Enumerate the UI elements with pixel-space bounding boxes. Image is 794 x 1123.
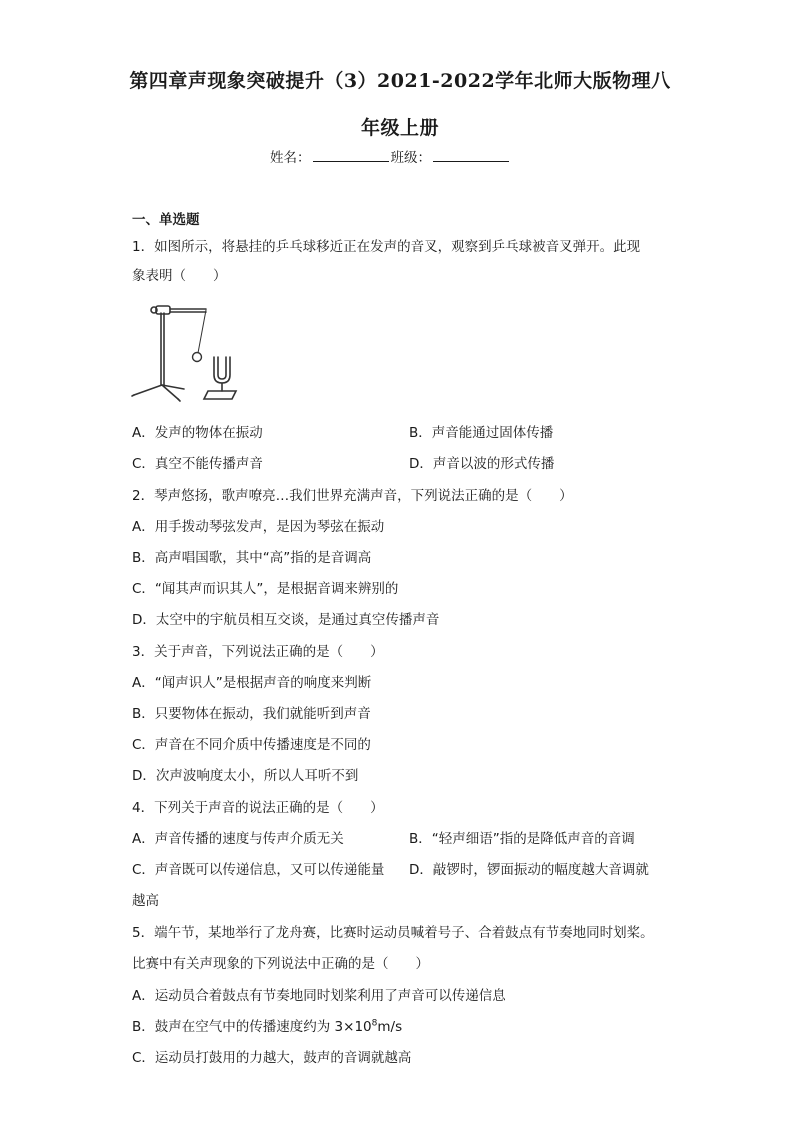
- q2-option-b[interactable]: B．高声唱国歌，其中“高”指的是音调高: [132, 550, 372, 566]
- q1-option-c[interactable]: C．真空不能传播声音: [132, 456, 263, 472]
- q4-option-c[interactable]: C．声音既可以传递信息，又可以传递能量: [132, 862, 385, 878]
- section-heading: 一、单选题: [132, 212, 200, 228]
- q5-option-a[interactable]: A．运动员合着鼓点有节奏地同时划桨利用了声音可以传递信息: [132, 988, 506, 1004]
- q3-option-b[interactable]: B．只要物体在振动，我们就能听到声音: [132, 706, 371, 722]
- q1-stem-line1: 1．如图所示，将悬挂的乒乓球移近正在发声的音叉，观察到乒乓球被音叉弹开。此现: [132, 239, 641, 255]
- q4-option-d-continued: 越高: [132, 893, 159, 909]
- class-blank[interactable]: [433, 147, 509, 162]
- q3-stem: 3．关于声音，下列说法正确的是（ ）: [132, 644, 384, 660]
- q1-option-a[interactable]: A．发声的物体在振动: [132, 425, 263, 441]
- q5-option-b-text: B．鼓声在空气中的传播速度约为 3×10: [132, 1019, 372, 1035]
- q2-option-c[interactable]: C．“闻其声而识其人”，是根据音调来辨别的: [132, 581, 399, 597]
- q1-stem-line2: 象表明（ ）: [132, 268, 227, 284]
- q5-option-b-unit: m/s: [377, 1019, 403, 1035]
- class-label: 班级：: [390, 150, 431, 166]
- page-title-line2: 年级上册: [360, 117, 439, 139]
- name-blank[interactable]: [313, 147, 389, 162]
- name-label: 姓名：: [270, 150, 311, 166]
- q3-option-d[interactable]: D．次声波响度太小，所以人耳听不到: [132, 768, 359, 784]
- q2-option-a[interactable]: A．用手拨动琴弦发声，是因为琴弦在振动: [132, 519, 385, 535]
- student-info-line: [270, 146, 511, 166]
- q5-option-b[interactable]: [132, 1015, 402, 1035]
- q4-option-b[interactable]: B．“轻声细语”指的是降低声音的音调: [409, 831, 635, 847]
- page-title-line1: 第四章声现象突破提升（3）2021-2022学年北师大版物理八: [129, 70, 671, 92]
- q3-option-c[interactable]: C．声音在不同介质中传播速度是不同的: [132, 737, 371, 753]
- q5-option-b-exponent: 8: [371, 1018, 378, 1029]
- q1-option-b[interactable]: B．声音能通过固体传播: [409, 425, 554, 441]
- q4-option-a[interactable]: A．声音传播的速度与传声介质无关: [132, 831, 344, 847]
- ping-pong-ball: [193, 353, 202, 362]
- q2-stem: 2．琴声悠扬，歌声嘹亮…我们世界充满声音，下列说法正确的是（ ）: [132, 488, 573, 504]
- q3-option-a[interactable]: A．“闻声识人”是根据声音的响度来判断: [132, 675, 372, 691]
- q2-option-d[interactable]: D．太空中的宇航员相互交谈，是通过真空传播声音: [132, 612, 440, 628]
- tuning-fork-apparatus-figure: [128, 295, 240, 403]
- q5-option-c[interactable]: C．运动员打鼓用的力越大，鼓声的音调就越高: [132, 1050, 412, 1066]
- q5-stem-line2: 比赛中有关声现象的下列说法中正确的是（ ）: [132, 956, 429, 972]
- q4-stem: 4．下列关于声音的说法正确的是（ ）: [132, 800, 384, 816]
- q4-option-d[interactable]: D．敲锣时，锣面振动的幅度越大音调就: [409, 862, 649, 878]
- q5-stem-line1: 5．端午节，某地举行了龙舟赛，比赛时运动员喊着号子、合着鼓点有节奏地同时划桨。: [132, 925, 654, 941]
- q1-option-d[interactable]: D．声音以波的形式传播: [409, 456, 555, 472]
